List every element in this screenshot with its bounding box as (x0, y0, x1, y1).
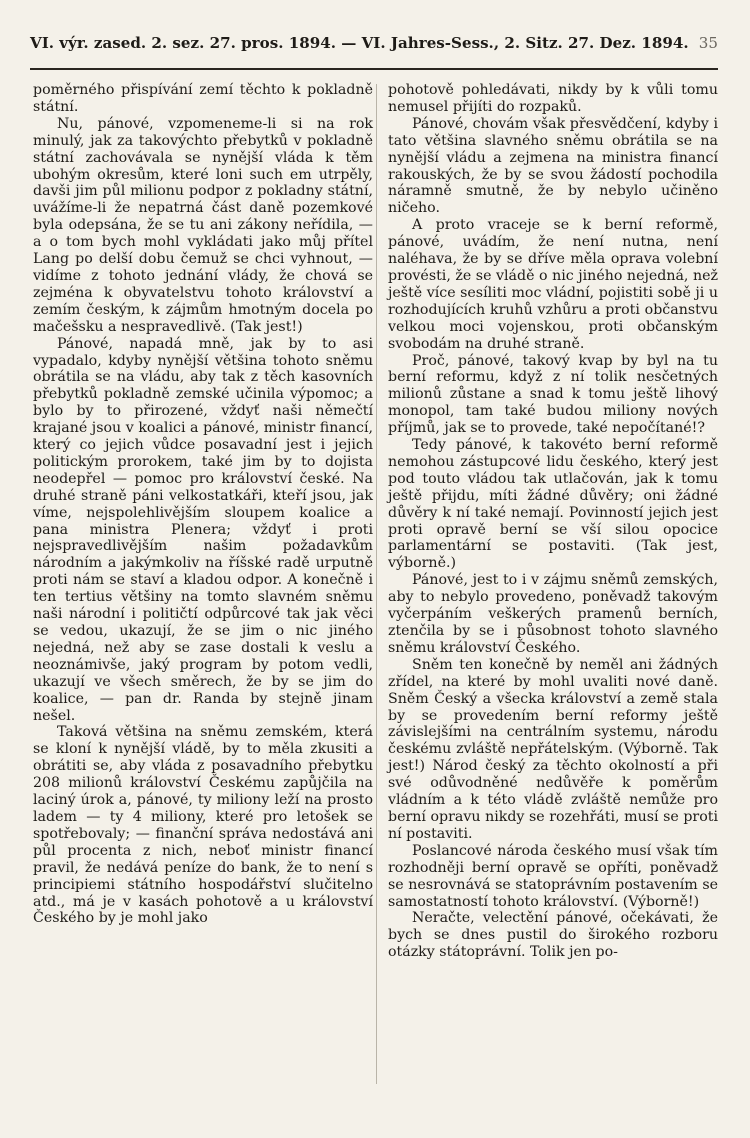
right-paragraph: Tedy pánové, k takovéto berní reformě nemohou zástupcové lidu českého, který jest pod touto vládou tak utlačován, jak k tomu ještě přijdu, míti žádné důvěry; oni žádné důvěry k ní také nemají. Povinností jejich jest proti opravě berní se vší silou opocice parlamentární se postaviti. (Tak jest, výborně.) (388, 437, 718, 572)
page-number: 35 (698, 34, 718, 52)
right-paragraph: Neračte, velectění pánové, očekávati, že bych se dnes pustil do širokého rozboru otázky státoprávní. Tolik jen po- (388, 910, 718, 961)
header-rule (30, 68, 718, 70)
header-title: VI. výr. zased. 2. sez. 27. pros. 1894. — VI. Jahres-Sess., 2. Sitz. 27. Dez. 1894. (30, 34, 689, 52)
column-divider (376, 84, 377, 1084)
right-paragraph: Proč, pánové, takový kvap by byl na tu berní reformu, když z ní tolik nesčetných milionů zůstane a snad k tomu ještě lihový monopol, tam také budou miliony nových příjmů, jak se to provede, také nepočítané!? (388, 352, 718, 437)
right-paragraph: Pánové, chovám však přesvědčení, kdyby i tato většina slavného sněmu obrátila se na nynější vládu a zejmena na ministra financí rakouských, že by se svou žádostí pochodila náramně smutně, že by nebylo učiněno ničeho. (388, 115, 718, 217)
left-paragraph: poměrného přispívání zemí těchto k pokladně státní. (33, 82, 373, 115)
right-paragraph: Poslancové národa českého musí však tím rozhodněji berní opravě se opříti, poněvadž se nesrovnává se statoprávním postavením se samostatností tohoto království. (Výborně!) (388, 842, 718, 910)
left-paragraph: Taková většina na sněmu zemském, která se kloní k nynější vládě, by to měla zkusiti a obrátiti se, aby vláda z posavadního přebytku 208 milionů království Českému zapůjčila na laciný úrok a, pánové, ty miliony leží na prosto ladem — ty 4 miliony, které pro letošek se spotřebovaly; — finanční správa nedostává ani půl procenta z nich, neboť ministr financí pravil, že nedává peníze do bank, že to není s principiemi státního hospodářství slučitelno atd., má je v kasách pohotově a u království Českého by je mohl jako (33, 724, 373, 927)
left-paragraph: Pánové, napadá mně, jak by to asi vypadalo, kdyby nynější většina tohoto sněmu obrátila se na vládu, aby tak z těch kasovních přebytků pokladně zemské učinila výpomoc; a bylo by to přirozené, vždyť naši němečtí krajané jsou v koalici a pánové, ministr financí, který co jejich vůdce posavadní jest i jejich politickým prorokem, také jim by to dojista neodepřel — pomoc pro království české. Na druhé straně páni velkostatkáři, kteří jsou, jak víme, nejspolehlivějším sloupem koalice a pana ministra Plenera; vždyť i proti nejspravedlivějším našim požadavkům národním a jakýmkoliv na říšské radě urputně proti nám se staví a kladou odpor. A konečně i ten tertius většiny na tomto slavném sněmu naši národní i političtí odpůrcové tak jak věci se vedou, ukazují, že se jim o nic jiného nejedná, než aby se zase dostali k veslu a neoznámivše, jaký program by potom vedli, ukazují ve všech směrech, že by se jim do koalice, — pan dr. Randa by stejně jinam nešel. (33, 335, 373, 724)
running-header (30, 34, 718, 58)
right-paragraph: Sněm ten konečně by neměl ani žádných zřídel, na které by mohl uvaliti nové daně. Sněm Český a všecka království a země stala by se provedením berní reformy ještě závislejšími na centrálním systemu, národu českému zvláště nepřátelským. (Výborně. Tak jest!) Národ český za těchto okolností a při své odůvodněné nedůvěře k poměrům vládním a k této vládě zvláště nemůže pro berní opravu nikdy se rozehřáti, musí se proti ní postaviti. (388, 656, 718, 842)
right-paragraph: Pánové, jest to i v zájmu sněmů zemských, aby to nebylo provedeno, poněvadž takovým vyčerpáním veškerých pramenů berních, ztenčila by se i působnost tohoto slavného sněmu království Českého. (388, 572, 718, 656)
left-paragraph: Nu, pánové, vzpomeneme-li si na rok minulý, jak za takovýchto přebytků v pokladně státní zachovávala se nynější vláda k těm ubohým okresům, které loni such em utrpěly, davši jim půl milionu podpor z pokladny státní, uvážíme-li že nepatrná část daně pozemkové byla odepsána, že se tu ani zákony neřídila, — a o tom bych mohl vykládati jako můj přítel Lang po delší dobu čemuž se chci vyhnout, — vidíme z tohoto jednání vlády, že chová se zejména k obyvatelstvu tohoto království a zemím českým, k zájmům hmotným docela po mačešsku a nespravedlivě. (Tak jest!) (33, 115, 373, 335)
right-paragraph: pohotově pohledávati, nikdy by k vůli tomu nemusel přijíti do rozpaků. (388, 82, 718, 115)
right-column (388, 82, 718, 961)
right-paragraph: A proto vraceje se k berní reformě, pánové, uvádím, že není nutna, není naléhava, že by se dříve měla oprava volební provésti, že se vládě o nic jiného nejedná, než ještě více sesíliti moc vládní, pojistiti sobě ji u rozhodujících kruhů vzhůru a proti občanstvu velkou moci vojenskou, proti občanským svobodám na druhé straně. (388, 217, 718, 352)
left-column (33, 82, 373, 927)
